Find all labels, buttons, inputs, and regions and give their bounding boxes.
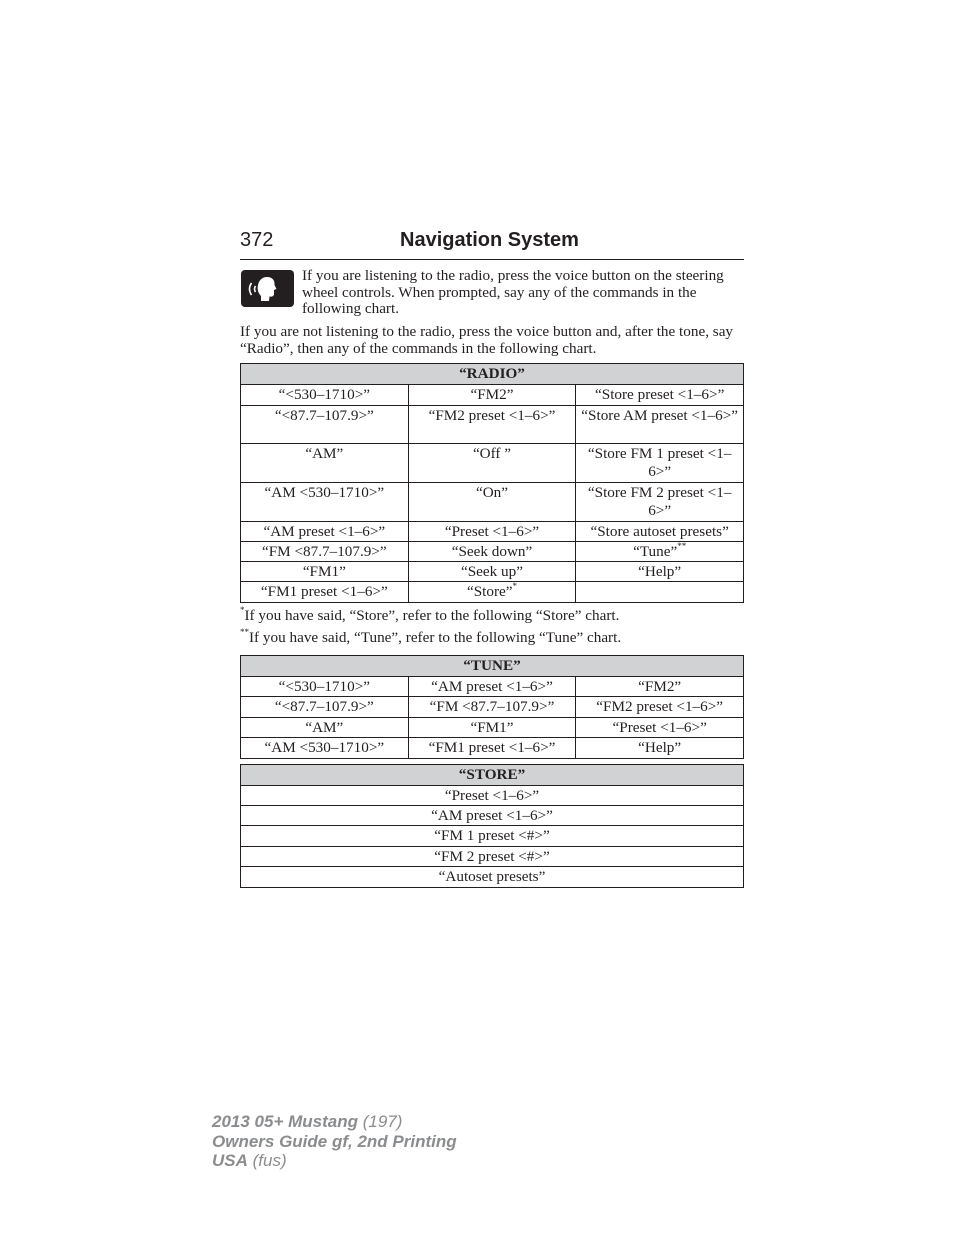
table-cell: “AM” <box>241 444 409 483</box>
table-row <box>241 826 744 847</box>
footer-guide: Owners Guide gf, 2nd Printing <box>212 1131 457 1151</box>
tune-table-title: “TUNE” <box>241 656 744 677</box>
table-row <box>241 738 744 759</box>
footnote-tune <box>240 629 621 647</box>
table-cell: “AM <530–1710>” <box>241 738 409 759</box>
footer-line-2 <box>212 1132 457 1152</box>
table-row <box>241 718 744 738</box>
table-cell <box>576 542 744 562</box>
table-cell: “FM1 preset <1–6>” <box>408 738 576 759</box>
table-cell: “AM preset <1–6>” <box>408 677 576 697</box>
table-cell: “<87.7–107.9>” <box>241 406 409 444</box>
table-cell: “FM1” <box>408 718 576 738</box>
table-cell: “Preset <1–6>” <box>576 718 744 738</box>
store-table-title: “STORE” <box>241 765 744 786</box>
table-row <box>241 542 744 562</box>
table-cell: “<530–1710>” <box>241 385 409 406</box>
table-cell: “Seek down” <box>408 542 576 562</box>
footnote-store <box>240 607 619 625</box>
table-cell: “Store FM 1 preset <1–6>” <box>576 444 744 483</box>
footnote-mark: * <box>240 605 245 615</box>
table-cell: “FM2” <box>408 385 576 406</box>
page-header <box>240 229 744 260</box>
table-cell <box>408 582 576 603</box>
table-row <box>241 697 744 718</box>
table-row <box>241 562 744 582</box>
table-row <box>241 406 744 444</box>
radio-commands-table <box>240 363 744 603</box>
page-number: 372 <box>240 229 274 251</box>
table-cell: “Off ” <box>408 444 576 483</box>
intro-paragraph-1: If you are listening to the radio, press the voice button on the steering wheel controls. When prompted, say any of the commands in the following chart. <box>302 267 724 317</box>
table-cell: “Help” <box>576 738 744 759</box>
table-cell: “On” <box>408 483 576 522</box>
table-row <box>241 444 744 483</box>
footnote-mark: ** <box>240 627 249 637</box>
table-cell: “FM <87.7–107.9>” <box>241 542 409 562</box>
table-cell: “Seek up” <box>408 562 576 582</box>
store-commands-table <box>240 764 744 888</box>
table-row <box>241 806 744 826</box>
footer-model-code: (197) <box>362 1112 403 1131</box>
intro-paragraph-2: If you are not listening to the radio, press the voice button and, after the tone, say “Radio”, then any of the commands in the following chart. <box>240 323 734 357</box>
table-cell: “Store FM 2 preset <1–6>” <box>576 483 744 522</box>
table-row <box>241 677 744 697</box>
table-cell: “Store autoset presets” <box>576 522 744 542</box>
tune-cell-text: “Tune” <box>633 543 678 560</box>
page-footer <box>212 1112 457 1171</box>
table-cell: “FM2 preset <1–6>” <box>408 406 576 444</box>
table-cell: “AM preset <1–6>” <box>241 522 409 542</box>
footer-market: USA <box>212 1151 248 1170</box>
voice-icon <box>241 270 294 307</box>
store-cell-text: “Store” <box>466 583 513 600</box>
footnote-text: If you have said, “Tune”, refer to the following “Tune” chart. <box>249 629 622 646</box>
table-row <box>241 786 744 806</box>
table-cell: “Preset <1–6>” <box>241 786 744 806</box>
table-cell: “<530–1710>” <box>241 677 409 697</box>
footnote-mark: ** <box>677 541 687 551</box>
footer-model: 2013 05+ Mustang <box>212 1112 358 1131</box>
footer-line-1 <box>212 1112 457 1132</box>
table-cell: “Help” <box>576 562 744 582</box>
table-row <box>241 847 744 867</box>
footer-line-3 <box>212 1151 457 1171</box>
footer-market-code: (fus) <box>252 1151 287 1170</box>
table-cell <box>576 582 744 603</box>
table-cell: “FM 1 preset <#>” <box>241 826 744 847</box>
table-row <box>241 867 744 888</box>
table-cell: “AM <530–1710>” <box>241 483 409 522</box>
table-cell: “FM <87.7–107.9>” <box>408 697 576 718</box>
table-cell: “FM1 preset <1–6>” <box>241 582 409 603</box>
table-cell: “FM2 preset <1–6>” <box>576 697 744 718</box>
table-cell: “AM” <box>241 718 409 738</box>
section-title: Navigation System <box>400 229 579 251</box>
table-cell: “Preset <1–6>” <box>408 522 576 542</box>
table-cell: “FM2” <box>576 677 744 697</box>
table-cell: “FM 2 preset <#>” <box>241 847 744 867</box>
radio-table-title: “RADIO” <box>241 364 744 385</box>
tune-commands-table <box>240 655 744 759</box>
table-row <box>241 483 744 522</box>
footnote-text: If you have said, “Store”, refer to the following “Store” chart. <box>244 607 620 624</box>
table-row <box>241 385 744 406</box>
table-row <box>241 522 744 542</box>
table-row <box>241 582 744 603</box>
table-cell: “Autoset presets” <box>241 867 744 888</box>
table-cell: “<87.7–107.9>” <box>241 697 409 718</box>
footnote-mark: * <box>512 581 517 591</box>
table-cell: “Store preset <1–6>” <box>576 385 744 406</box>
table-cell: “FM1” <box>241 562 409 582</box>
table-cell: “AM preset <1–6>” <box>241 806 744 826</box>
table-cell: “Store AM preset <1–6>” <box>576 406 744 444</box>
